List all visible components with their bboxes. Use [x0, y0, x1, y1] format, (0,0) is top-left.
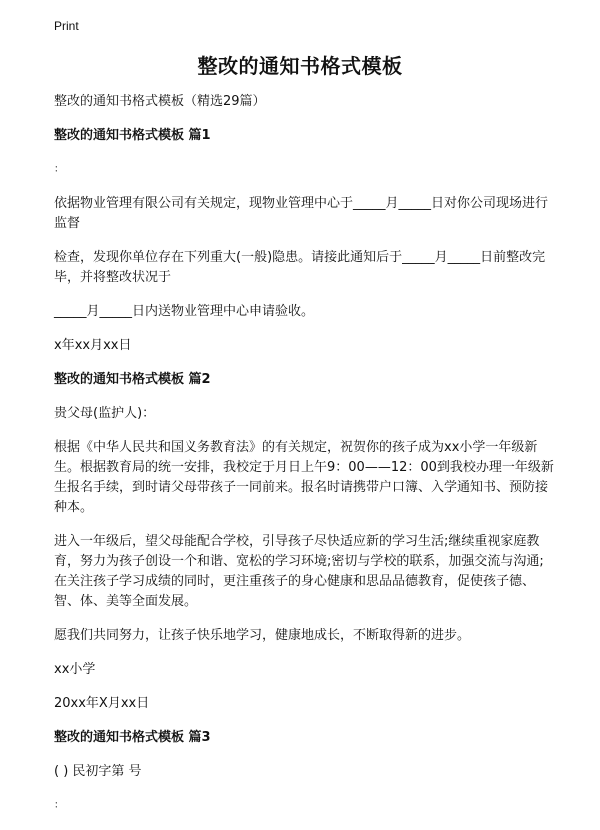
section1-date: x年xx月xx日 [54, 338, 132, 353]
section2-paragraph-1: 根据《中华人民共和国义务教育法》的有关规定，祝贺你的孩子成为xx小学一年级新生。根据教育局的统一安排，我校定于月日上午9：00——12：00到我校办理一年级新生报名手续，到时请父母带孩子一同前来。报名时请携带户口簿、入学通知书、预防接种本。 [54, 440, 554, 515]
section3-heading: 整改的通知书格式模板 篇3 [54, 730, 211, 745]
section3-paragraph-1: ( ) 民初字第 号 [54, 764, 142, 779]
section1-heading: 整改的通知书格式模板 篇1 [54, 128, 211, 143]
print-link[interactable]: Print [54, 19, 79, 33]
section2-date: 20xx年X月xx日 [54, 696, 150, 711]
section3-colon: ： [54, 800, 64, 811]
document-body [54, 92, 554, 830]
section1-paragraph-1: 依据物业管理有限公司有关规定，现物业管理中心于_____月_____日对你公司现场进行监督 [54, 196, 549, 231]
section2-greeting: 贵父母(监护人)： [54, 406, 156, 421]
section2-paragraph-2: 进入一年级后，望父母能配合学校，引导孩子尽快适应新的学习生活;继续重视家庭教育，努力为孩子创设一个和谐、宽松的学习环境;密切与学校的联系，加强交流与沟通;在关注孩子学习成绩的同时，更注重孩子的身心健康和思品品德教育，促使孩子德、智、体、美等全面发展。 [54, 534, 544, 609]
section1-colon: ： [54, 164, 64, 175]
section2-paragraph-3: 愿我们共同努力，让孩子快乐地学习，健康地成长，不断取得新的进步。 [54, 628, 471, 643]
page-title: 整改的通知书格式模板 [197, 54, 403, 78]
section1-paragraph-3: _____月_____日内送物业管理中心申请验收。 [54, 304, 315, 319]
section2-heading: 整改的通知书格式模板 篇2 [54, 372, 211, 387]
subtitle: 整改的通知书格式模板（精选29篇） [54, 94, 266, 109]
section2-signer: xx小学 [54, 662, 96, 677]
section1-paragraph-2: 检查，发现你单位存在下列重大(一般)隐患。请接此通知后于_____月_____日前整改完毕，并将整改状况于 [54, 250, 546, 285]
